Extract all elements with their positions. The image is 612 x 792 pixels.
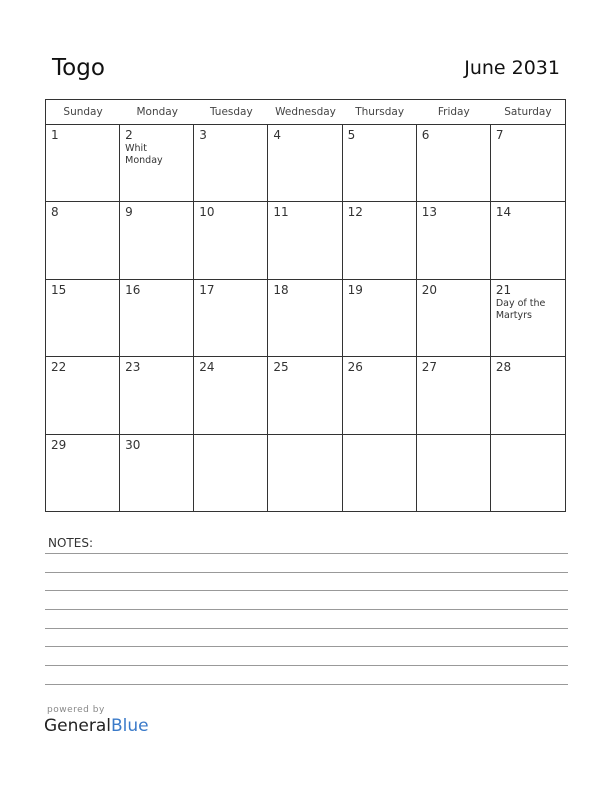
day-number: 2 [125,128,133,142]
day-number: 12 [347,205,363,220]
calendar-grid [45,99,566,512]
holiday-label: Whit Monday [125,143,163,166]
day-cell [491,435,565,512]
notes-line [45,684,568,685]
weekday-monday: Monday [136,106,178,118]
day-number: 10 [199,205,215,220]
day-cell [268,125,342,202]
brand-blue: Blue [111,716,149,736]
notes-line [45,665,568,666]
day-number: 16 [125,282,141,297]
notes-label: NOTES: [48,536,93,550]
day-number: 26 [347,360,363,375]
day-cell [194,125,268,202]
notes-line [45,609,568,610]
day-cell [46,435,120,512]
day-number: 20 [421,282,437,297]
day-number: 17 [199,282,215,297]
day-cell [46,280,120,357]
weekday-thursday: Thursday [355,106,405,118]
day-number: 15 [51,282,67,297]
day-cell [343,125,417,202]
day-cell [491,280,565,357]
day-cell [343,202,417,279]
day-cell [120,202,194,279]
day-number: 27 [421,360,437,375]
day-cell [417,125,491,202]
day-cell [417,202,491,279]
powered-by-text: powered by [47,705,105,715]
notes-line [45,628,568,629]
generalblue-logo[interactable] [44,716,149,736]
day-cell [120,280,194,357]
day-cell [268,280,342,357]
day-cell [194,357,268,434]
day-number: 25 [273,360,289,375]
day-cell [268,435,342,512]
day-cell [194,435,268,512]
day-number: 7 [495,128,504,142]
day-cell [120,435,194,512]
month-year-title: June 2031 [464,57,560,79]
day-cell [46,202,120,279]
day-number: 21 [495,282,512,297]
day-cell [268,202,342,279]
day-cell [120,357,194,434]
day-number: 6 [421,128,430,142]
day-number: 30 [125,437,141,452]
holiday-label: Day of the Martyrs [495,297,546,321]
country-title: Togo [52,55,105,81]
day-cell [268,357,342,434]
day-cell [417,280,491,357]
weekday-friday: Friday [437,106,470,118]
weekday-saturday: Saturday [504,106,552,118]
notes-line [45,553,568,554]
day-cell [343,435,417,512]
day-number: 29 [51,437,67,452]
day-cell [417,435,491,512]
day-cell [194,280,268,357]
day-number: 22 [51,360,67,375]
day-cell [491,125,565,202]
weekday-header-row [46,100,565,125]
weekday-wednesday: Wednesday [275,106,336,118]
day-cell [343,280,417,357]
day-number: 28 [495,360,512,375]
notes-line [45,646,568,647]
day-number: 1 [51,128,59,142]
day-cell [46,357,120,434]
day-number: 3 [199,128,207,142]
day-number: 11 [273,205,289,220]
day-cell [343,357,417,434]
day-number: 8 [51,205,59,220]
brand-general: General [44,716,111,736]
day-number: 23 [125,360,141,375]
day-number: 13 [421,205,437,220]
day-number: 24 [199,360,215,375]
days-grid [46,125,565,512]
day-cell [46,125,120,202]
day-cell [491,202,565,279]
day-cell [491,357,565,434]
day-cell [120,125,194,202]
day-number: 18 [273,282,289,297]
weekday-tuesday: Tuesday [209,106,253,118]
weekday-sunday: Sunday [63,106,103,118]
day-number: 19 [347,282,363,297]
day-number: 9 [125,205,133,220]
day-number: 14 [495,205,512,220]
day-cell [417,357,491,434]
notes-line [45,572,568,573]
day-number: 5 [347,128,356,142]
day-number: 4 [273,128,282,142]
day-cell [194,202,268,279]
notes-line [45,590,568,591]
